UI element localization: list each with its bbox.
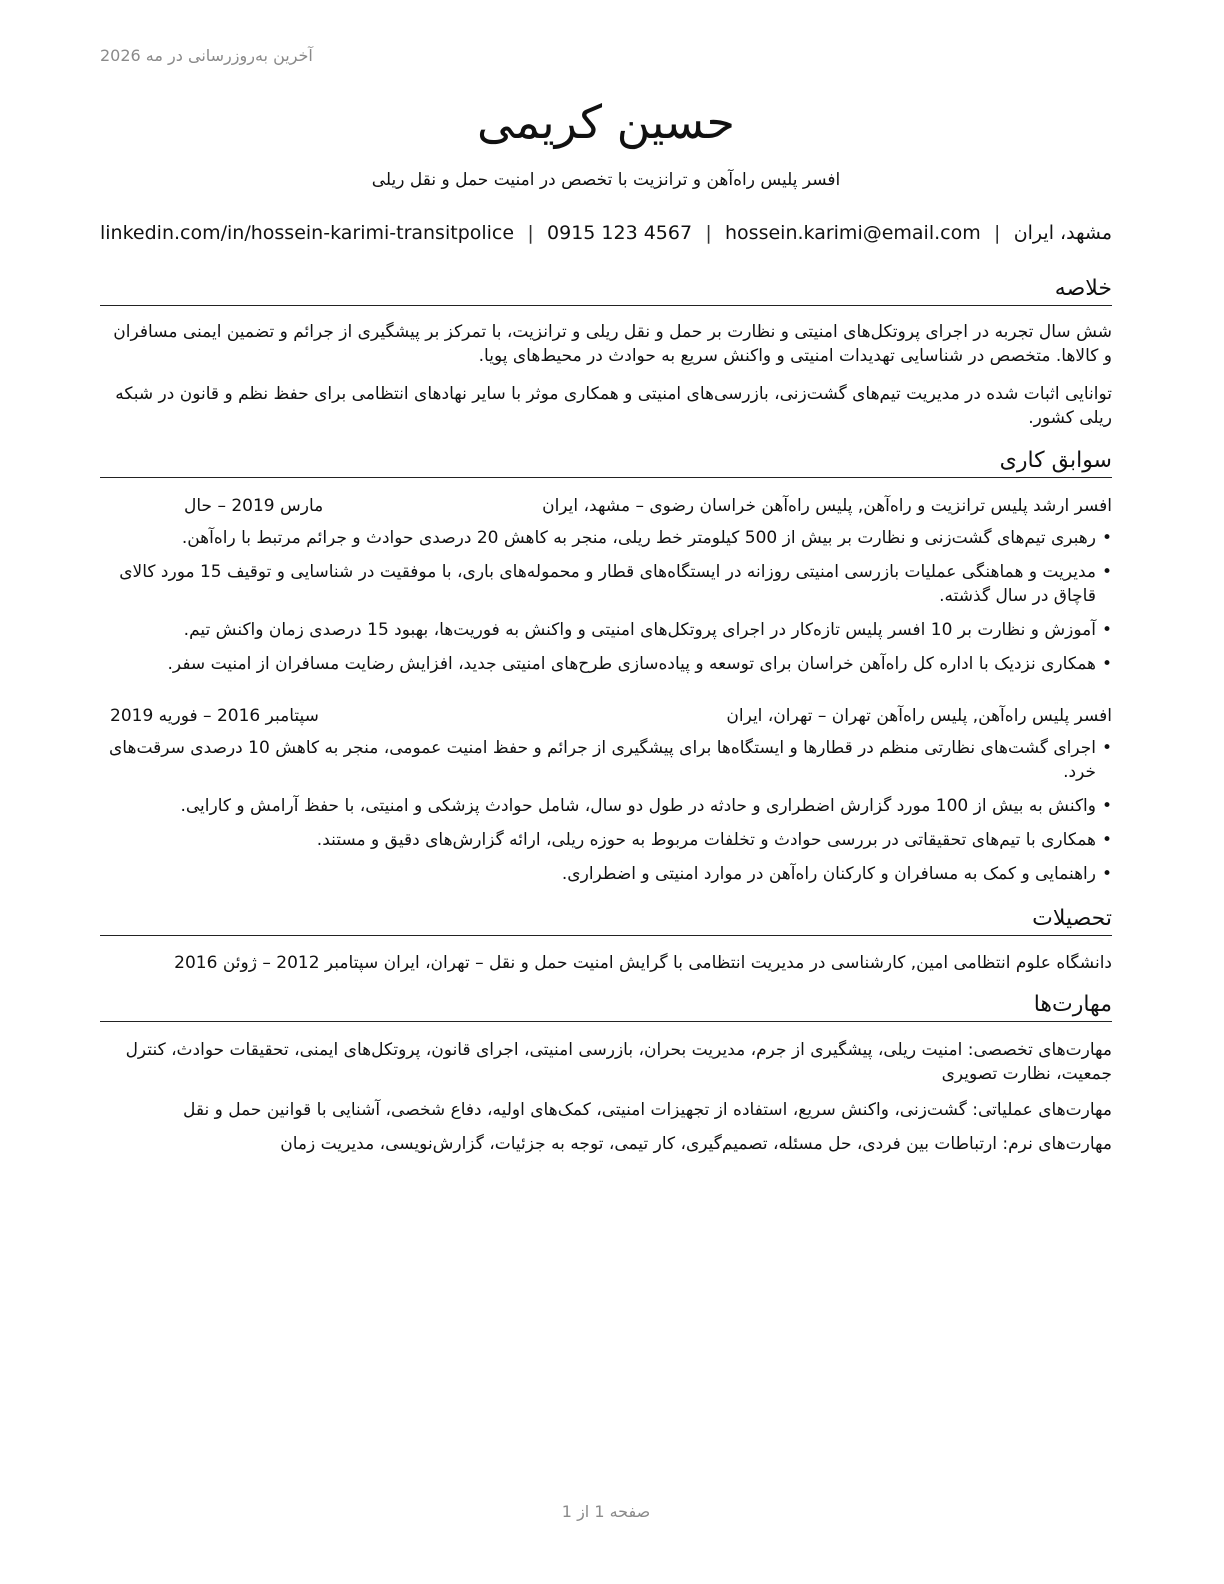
candidate-name: حسین کریمی [476,95,735,149]
list-item: • واکنش به بیش از 100 مورد گزارش اضطراری و حادثه در طول دو سال، شامل حوادث پزشکی و امنیتی، با حفظ آرامش و کارایی. [100,794,1112,818]
contact-separator: | [994,222,1001,244]
education-entry: دانشگاه علوم انتظامی امین, کارشناسی در مدیریت انتظامی با گرایش امنیت حمل و نقل – تهران، ایران سپتامبر 2012 – ژوئن 2016 [174,953,1112,973]
job-dates: سپتامبر 2016 – فوریه 2019 [110,706,319,726]
list-item: • همکاری نزدیک با اداره کل راه‌آهن خراسان برای توسعه و پیاده‌سازی طرح‌های امنیتی جدید، افزایش رضایت مسافران از امنیت سفر. [100,652,1112,676]
list-item: • راهنمایی و کمک به مسافران و کارکنان راه‌آهن در موارد امنیتی و اضطراری. [100,862,1112,886]
contact-separator: | [527,222,534,244]
contact-line [100,222,1112,244]
contact-linkedin[interactable]: linkedin.com/in/hossein-karimi-transitpolice [100,222,515,244]
job-title: افسر پلیس راه‌آهن, پلیس راه‌آهن تهران – تهران، ایران [726,706,1112,726]
list-item: • رهبری تیم‌های گشت‌زنی و نظارت بر بیش از 500 کیلومتر خط ریلی، منجر به کاهش 20 درصدی حوادث و جرائم مرتبط با راه‌آهن. [100,526,1112,550]
resume-page [100,0,1112,1584]
experience-heading: سوابق کاری [100,446,1112,478]
skills-heading: مهارت‌ها [100,990,1112,1022]
list-item: • اجرای گشت‌های نظارتی منظم در قطارها و ایستگاه‌ها برای پیشگیری از جرائم و حفظ امنیت عمومی، منجر به کاهش 10 درصدی سرقت‌های خرد. [100,736,1112,784]
skills-line: مهارت‌های عملیاتی: گشت‌زنی، واکنش سریع، استفاده از تجهیزات امنیتی، کمک‌های اولیه، دفاع شخصی، آشنایی با قوانین حمل و نقل [182,1100,1112,1120]
contact-location: مشهد، ایران [1013,222,1112,244]
page-number: صفحه 1 از 1 [561,1502,651,1521]
summary-paragraph: شش سال تجربه در اجرای پروتکل‌های امنیتی و نظارت بر حمل و نقل ریلی و ترانزیت، با تمرکز بر پیشگیری از جرائم و تضمین ایمنی مسافران و کالاها. متخصص در شناسایی تهدیدات امنیتی و واکنش سریع به حوادث در محیط‌های پویا. [113,322,1112,366]
job-bullets [100,736,1112,896]
contact-email[interactable]: hossein.karimi@email.com [725,222,981,244]
summary-paragraph: توانایی اثبات شده در مدیریت تیم‌های گشت‌زنی، بازرسی‌های امنیتی و همکاری موثر با سایر نهادهای انتظامی برای حفظ نظم و قانون در شبکه ریلی کشور. [115,384,1112,428]
job-dates: مارس 2019 – حال [184,496,324,516]
skills-line: مهارت‌های نرم: ارتباطات بین فردی، حل مسئله، تصمیم‌گیری، کار تیمی، توجه به جزئیات، گزارش‌نویسی، مدیریت زمان [280,1134,1112,1154]
job-bullets [100,526,1112,686]
list-item: • مدیریت و هماهنگی عملیات بازرسی امنیتی روزانه در ایستگاه‌های قطار و محموله‌های باری، با موفقیت در شناسایی و توقیف 15 مورد کالای قاچاق در سال گذشته. [100,560,1112,608]
last-updated-note: آخرین به‌روزرسانی در مه 2026 [100,46,313,65]
contact-phone[interactable]: 0915 123 4567 [547,222,693,244]
education-heading: تحصیلات [100,904,1112,936]
summary-heading: خلاصه [100,274,1112,306]
job-title: افسر ارشد پلیس ترانزیت و راه‌آهن, پلیس راه‌آهن خراسان رضوی – مشهد، ایران [542,496,1112,516]
skills-line: مهارت‌های تخصصی: امنیت ریلی، پیشگیری از جرم، مدیریت بحران، بازرسی امنیتی، اجرای قانون، پروتکل‌های ایمنی، تحقیقات حوادث، کنترل جمعیت، نظارت تصویری [125,1040,1112,1084]
contact-separator: | [705,222,712,244]
list-item: • آموزش و نظارت بر 10 افسر پلیس تازه‌کار در اجرای پروتکل‌های امنیتی و واکنش به فوریت‌ها، بهبود 15 درصدی زمان واکنش تیم. [100,618,1112,642]
candidate-tagline: افسر پلیس راه‌آهن و ترانزیت با تخصص در امنیت حمل و نقل ریلی [371,170,841,190]
list-item: • همکاری با تیم‌های تحقیقاتی در بررسی حوادث و تخلفات مربوط به حوزه ریلی، ارائه گزارش‌های دقیق و مستند. [100,828,1112,852]
